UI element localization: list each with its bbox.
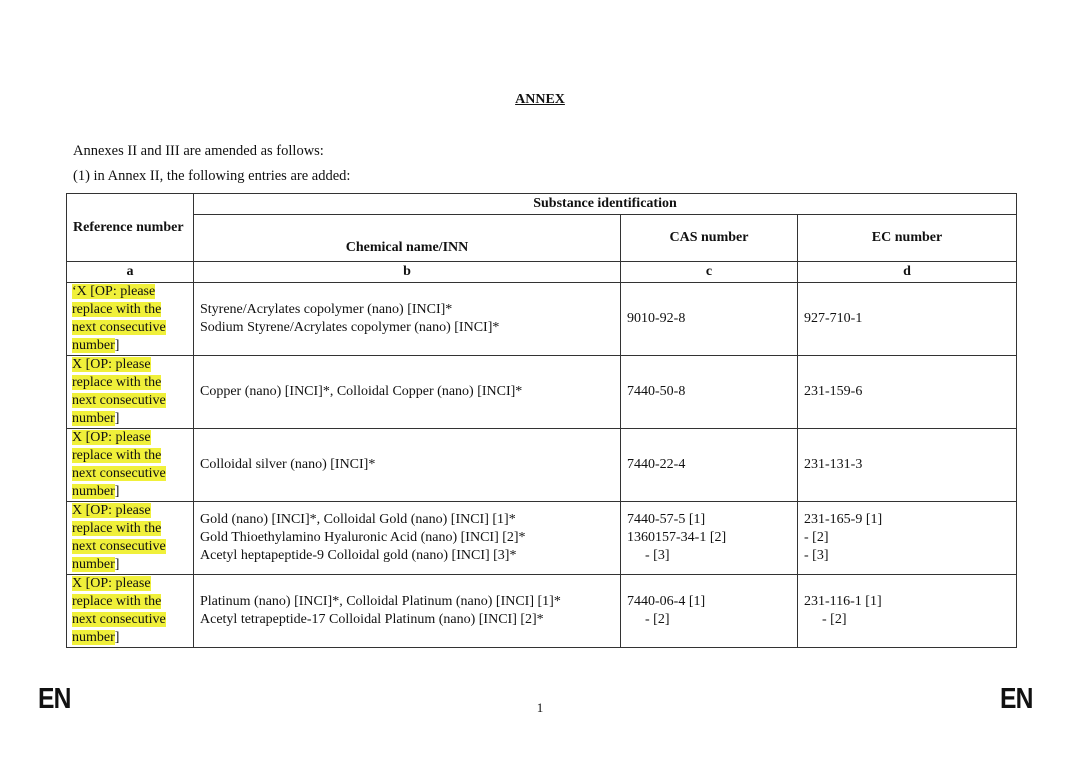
chemical-name: Copper (nano) [INCI]*, Colloidal Copper (nano) [INCI]*	[200, 384, 523, 399]
ec-number-cell	[798, 575, 1017, 648]
cas-number: - [2]	[645, 612, 670, 627]
chemical-name: Acetyl heptapeptide-9 Colloidal gold (nano) [INCI] [3]*	[200, 548, 517, 563]
page-number: 1	[536, 700, 544, 715]
table-row	[67, 429, 1017, 502]
cas-number: 7440-50-8	[627, 384, 686, 399]
cas-number-cell	[621, 283, 798, 356]
cas-number: 7440-57-5 [1]	[627, 512, 706, 527]
chemical-name: Gold Thioethylamino Hyaluronic Acid (nano) [INCI] [2]*	[200, 530, 526, 545]
ec-number-cell	[798, 356, 1017, 429]
cas-number-cell	[621, 575, 798, 648]
reference-placeholder-line: X [OP: please	[72, 357, 151, 372]
column-letter-a: a	[67, 262, 194, 283]
ec-number: - [2]	[804, 530, 829, 545]
reference-placeholder-line: replace with the	[72, 448, 162, 463]
language-code-right: EN	[1000, 683, 1033, 715]
reference-placeholder-line: number	[72, 557, 115, 572]
table-row	[67, 283, 1017, 356]
chemical-name-cell	[194, 429, 621, 502]
chemical-name: Colloidal silver (nano) [INCI]*	[200, 457, 376, 472]
reference-placeholder-line: number	[72, 411, 115, 426]
reference-placeholder-line: number	[72, 630, 115, 645]
header-cas-number: CAS number	[621, 215, 798, 262]
chemical-name-cell	[194, 283, 621, 356]
ec-number: 231-165-9 [1]	[804, 512, 883, 527]
chemical-name: Styrene/Acrylates copolymer (nano) [INCI]*	[200, 302, 453, 317]
reference-number-cell	[67, 575, 194, 648]
reference-number-cell	[67, 502, 194, 575]
reference-placeholder-line: X [OP: please	[72, 430, 151, 445]
cas-number: 7440-22-4	[627, 457, 686, 472]
header-chemical-name: Chemical name/INN	[194, 215, 621, 262]
cas-number: 7440-06-4 [1]	[627, 594, 706, 609]
column-letter-d: d	[798, 262, 1017, 283]
reference-placeholder-line: next consecutive	[72, 393, 166, 408]
header-substance-identification: Substance identification	[194, 194, 1017, 215]
chemical-name-cell	[194, 356, 621, 429]
reference-placeholder-line: replace with the	[72, 375, 162, 390]
reference-placeholder-line: replace with the	[72, 302, 162, 317]
chemical-name-cell	[194, 575, 621, 648]
annex-entries-table	[66, 193, 1017, 648]
ec-number-cell	[798, 429, 1017, 502]
ec-number: 231-159-6	[804, 384, 863, 399]
ec-number: 927-710-1	[804, 311, 863, 326]
reference-placeholder-line: X [OP: please	[72, 503, 151, 518]
table-row	[67, 575, 1017, 648]
reference-placeholder-bracket: ]	[114, 630, 120, 645]
cas-number: 1360157-34-1 [2]	[627, 530, 727, 545]
column-letter-b: b	[194, 262, 621, 283]
ec-number: 231-116-1 [1]	[804, 594, 882, 609]
reference-placeholder-bracket: ]	[114, 411, 120, 426]
reference-placeholder-line: number	[72, 484, 115, 499]
ec-number: - [2]	[822, 612, 847, 627]
reference-placeholder-line: next consecutive	[72, 612, 166, 627]
column-letter-c: c	[621, 262, 798, 283]
header-reference-number: Reference number	[67, 194, 194, 262]
reference-number-cell	[67, 429, 194, 502]
ec-number: 231-131-3	[804, 457, 863, 472]
intro-text-amendment: Annexes II and III are amended as follows:	[73, 143, 324, 159]
reference-placeholder-line: number	[72, 338, 115, 353]
reference-placeholder-line: ‘X [OP: please	[72, 284, 156, 299]
chemical-name: Platinum (nano) [INCI]*, Colloidal Platinum (nano) [INCI] [1]*	[200, 594, 561, 609]
chemical-name: Gold (nano) [INCI]*, Colloidal Gold (nano) [INCI] [1]*	[200, 512, 516, 527]
ec-number-cell	[798, 502, 1017, 575]
cas-number: 9010-92-8	[627, 311, 686, 326]
ec-number: - [3]	[804, 548, 829, 563]
reference-number-cell	[67, 356, 194, 429]
cas-number-cell	[621, 502, 798, 575]
cas-number-cell	[621, 356, 798, 429]
page-title: ANNEX	[515, 92, 565, 107]
ec-number-cell	[798, 283, 1017, 356]
header-ec-number: EC number	[798, 215, 1017, 262]
reference-placeholder-bracket: ]	[114, 557, 120, 572]
intro-text-annex-ii: (1) in Annex II, the following entries are added:	[73, 168, 351, 184]
reference-number-cell	[67, 283, 194, 356]
cas-number: - [3]	[645, 548, 670, 563]
reference-placeholder-line: next consecutive	[72, 466, 166, 481]
table-row	[67, 502, 1017, 575]
chemical-name: Acetyl tetrapeptide-17 Colloidal Platinum (nano) [INCI] [2]*	[200, 612, 544, 627]
reference-placeholder-line: next consecutive	[72, 539, 166, 554]
reference-placeholder-line: replace with the	[72, 594, 162, 609]
table-row	[67, 356, 1017, 429]
chemical-name-cell	[194, 502, 621, 575]
reference-placeholder-bracket: ]	[114, 484, 120, 499]
reference-placeholder-line: X [OP: please	[72, 576, 151, 591]
reference-placeholder-bracket: ]	[114, 338, 120, 353]
language-code-left: EN	[38, 683, 71, 715]
chemical-name: Sodium Styrene/Acrylates copolymer (nano) [INCI]*	[200, 320, 500, 335]
reference-placeholder-line: next consecutive	[72, 320, 166, 335]
cas-number-cell	[621, 429, 798, 502]
reference-placeholder-line: replace with the	[72, 521, 162, 536]
